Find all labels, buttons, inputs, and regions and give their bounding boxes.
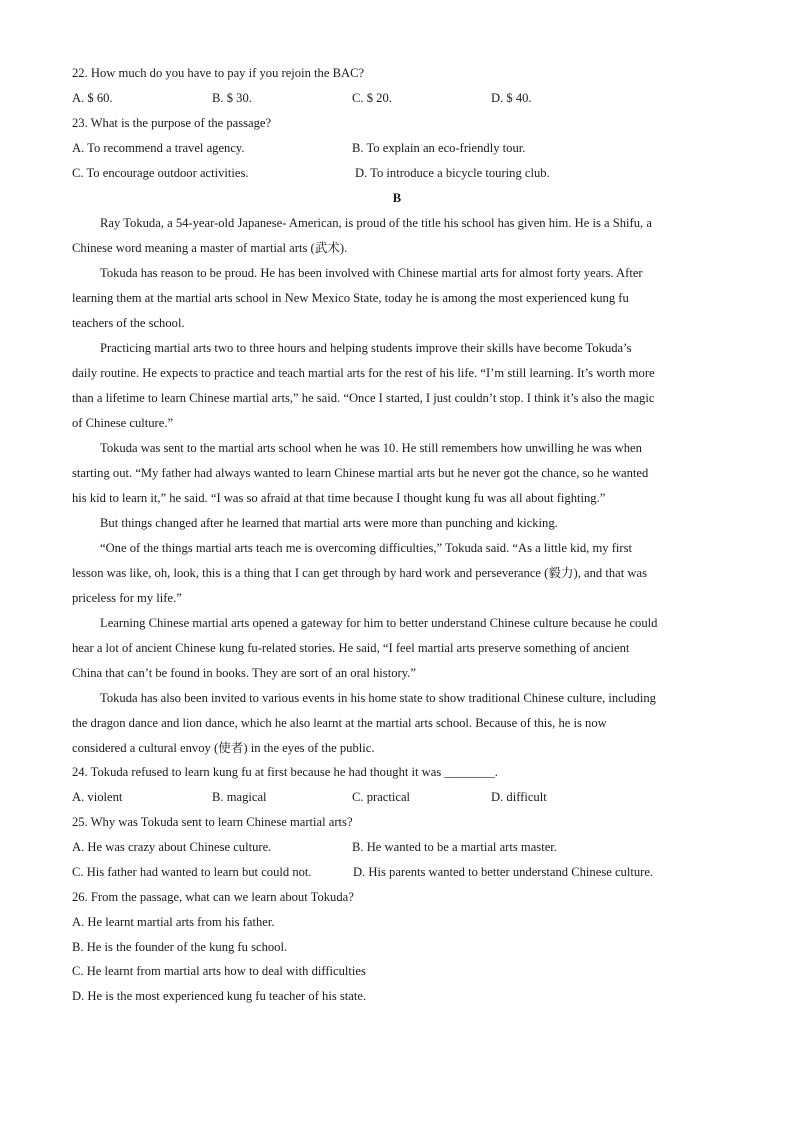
q26-option-b: B. He is the founder of the kung fu school. xyxy=(72,940,288,954)
q26-option-c: C. He learnt from martial arts how to deal with difficulties xyxy=(72,964,366,978)
paragraph-line: daily routine. He expects to practice and teach martial arts for the rest of his life. “I’m still learning. It’s worth more xyxy=(72,366,655,380)
q23-option-d: D. To introduce a bicycle touring club. xyxy=(355,166,550,180)
paragraph-line: of Chinese culture.” xyxy=(72,416,174,430)
q25-option-d: D. His parents wanted to better understand Chinese culture. xyxy=(353,865,654,879)
paragraph-line: China that can’t be found in books. They are sort of an oral history.” xyxy=(72,666,416,680)
q23-option-a: A. To recommend a travel agency. xyxy=(72,141,245,155)
q22-option-c: C. $ 20. xyxy=(352,91,392,105)
paragraph-line: Tokuda has reason to be proud. He has been involved with Chinese martial arts for almost forty years. After xyxy=(100,266,643,280)
paragraph-2 xyxy=(72,261,720,336)
q26-option-d: D. He is the most experienced kung fu teacher of his state. xyxy=(72,989,367,1003)
paragraph-line: Tokuda was sent to the martial arts school when he was 10. He still remembers how unwilling he was when xyxy=(100,441,642,455)
paragraph-line: “One of the things martial arts teach me is overcoming difficulties,” Tokuda said. “As a little kid, my first xyxy=(100,541,633,555)
q24-option-c: C. practical xyxy=(352,790,411,804)
paragraph-1 xyxy=(72,211,720,261)
paragraph-3 xyxy=(72,336,720,436)
paragraph-line: Learning Chinese martial arts opened a gateway for him to better understand Chinese culture because he could xyxy=(100,616,658,630)
paragraph-line: learning them at the martial arts school in New Mexico State, today he is among the most experienced kung fu xyxy=(72,291,629,305)
q25-option-c: C. His father had wanted to learn but could not. xyxy=(72,865,312,879)
paragraph-line: than a lifetime to learn Chinese martial arts,” he said. “Once I started, I just couldn’t stop. I think it’s also the magic xyxy=(72,391,655,405)
q22-option-d: D. $ 40. xyxy=(491,91,532,105)
q24-option-d: D. difficult xyxy=(491,790,547,804)
paragraph-line: lesson was like, oh, look, this is a thing that I can get through by hard work and perseverance (毅力), and that was xyxy=(72,566,647,580)
q24-option-a: A. violent xyxy=(72,790,123,804)
q25-option-b: B. He wanted to be a martial arts master. xyxy=(352,840,557,854)
paragraph-line: But things changed after he learned that martial arts were more than punching and kicking. xyxy=(100,516,558,530)
q23-option-c: C. To encourage outdoor activities. xyxy=(72,166,249,180)
q23-option-b: B. To explain an eco-friendly tour. xyxy=(352,141,526,155)
paragraph-4 xyxy=(72,436,720,511)
paragraph-8 xyxy=(72,686,720,761)
passage xyxy=(72,211,720,761)
paragraph-line: his kid to learn it,” he said. “I was so afraid at that time because I thought kung fu was all about fighting.” xyxy=(72,491,606,505)
paragraph-line: the dragon dance and lion dance, which he also learnt at the martial arts school. Because of this, he is now xyxy=(72,716,607,730)
paragraph-line: teachers of the school. xyxy=(72,316,185,330)
paragraph-line: considered a cultural envoy (使者) in the eyes of the public. xyxy=(72,741,375,755)
question-24-stem: 24. Tokuda refused to learn kung fu at first because he had thought it was ________. xyxy=(72,765,498,779)
paragraph-line: priceless for my life.” xyxy=(72,591,182,605)
question-26-stem: 26. From the passage, what can we learn about Tokuda? xyxy=(72,890,354,904)
paragraph-5 xyxy=(72,511,720,536)
paragraph-6 xyxy=(72,536,720,611)
section-title: B xyxy=(392,191,402,205)
question-25-stem: 25. Why was Tokuda sent to learn Chinese martial arts? xyxy=(72,815,353,829)
paragraph-line: starting out. “My father had always wanted to learn Chinese martial arts but he never got the chance, so he wanted xyxy=(72,466,649,480)
question-22-stem: 22. How much do you have to pay if you rejoin the BAC? xyxy=(72,66,365,80)
paragraph-line: Chinese word meaning a master of martial arts (武术). xyxy=(72,241,348,255)
paragraph-line: Practicing martial arts two to three hours and helping students improve their skills have become Tokuda’s xyxy=(100,341,632,355)
paragraph-line: hear a lot of ancient Chinese kung fu-related stories. He said, “I feel martial arts preserve something of ancient xyxy=(72,641,630,655)
q22-option-b: B. $ 30. xyxy=(212,91,252,105)
q22-option-a: A. $ 60. xyxy=(72,91,113,105)
q26-option-a: A. He learnt martial arts from his father. xyxy=(72,915,275,929)
paragraph-line: Tokuda has also been invited to various events in his home state to show traditional Chinese culture, including xyxy=(100,691,656,705)
paragraph-line: Ray Tokuda, a 54-year-old Japanese- American, is proud of the title his school has given him. He is a Shifu, a xyxy=(100,216,652,230)
question-23-stem: 23. What is the purpose of the passage? xyxy=(72,116,272,130)
q24-option-b: B. magical xyxy=(212,790,267,804)
paragraph-7 xyxy=(72,611,720,686)
q25-option-a: A. He was crazy about Chinese culture. xyxy=(72,840,272,854)
